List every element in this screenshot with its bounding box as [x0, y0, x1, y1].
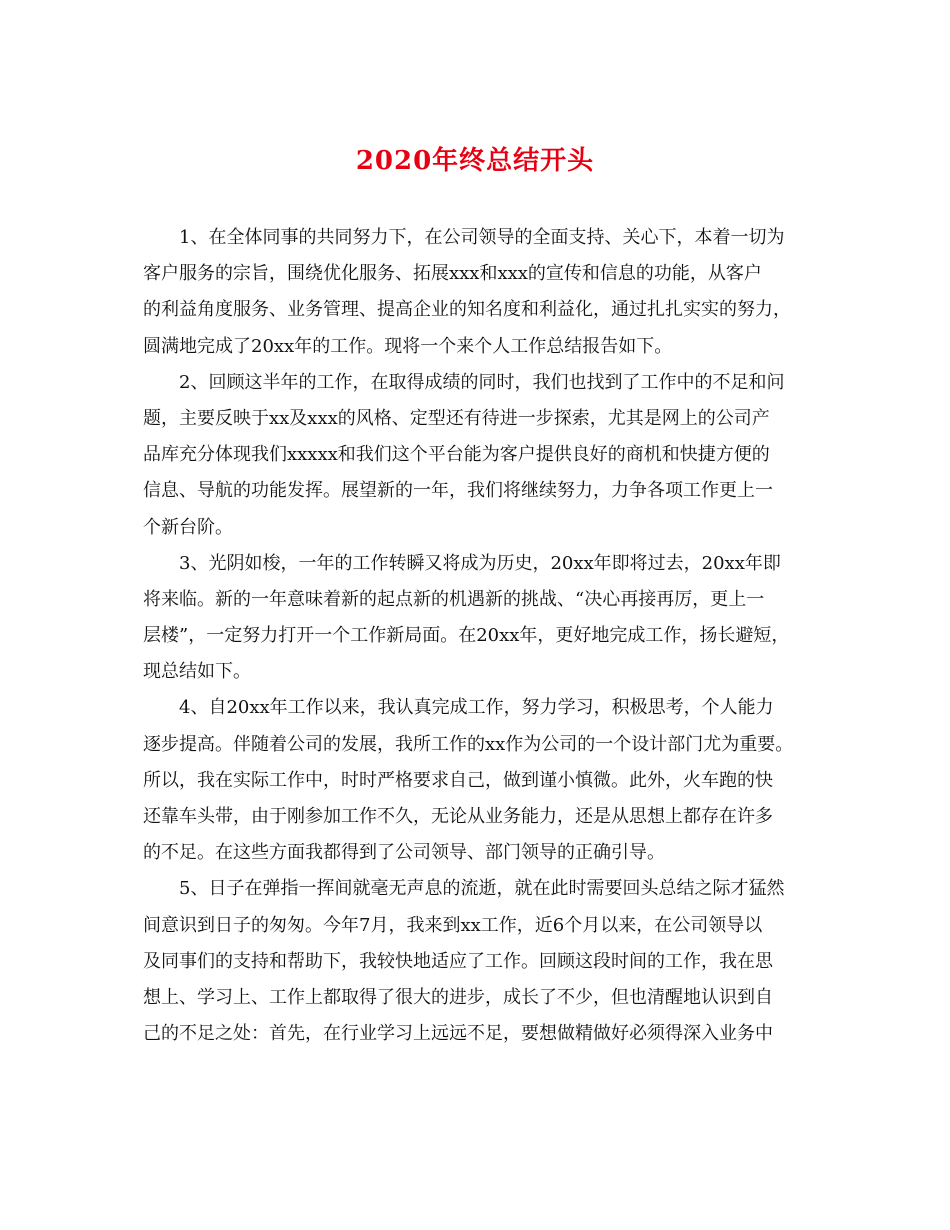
paragraph-5	[143, 871, 815, 1052]
paragraph-line: 及同事们的支持和帮助下，我较快地适应了工作。回顾这段时间的工作，我在思	[143, 950, 773, 972]
paragraph-line: 逐步提高。伴随着公司的发展，我所工作的xx作为公司的一个设计部门尤为重要。	[143, 733, 794, 755]
paragraph-line: 的不足。在这些方面我都得到了公司领导、部门领导的正确引导。	[143, 842, 665, 864]
paragraph-1	[143, 220, 815, 365]
paragraph-3	[143, 546, 815, 691]
paragraph-line: 个新台阶。	[143, 516, 233, 538]
paragraph-line: 想上、学习上、工作上都取得了很大的进步，成长了不少，但也清醒地认识到自	[143, 986, 773, 1008]
paragraph-line: 信息、导航的功能发挥。展望新的一年，我们将继续努力，力争各项工作更上一	[143, 480, 773, 502]
paragraph-2	[143, 365, 815, 546]
paragraph-line: 2、回顾这半年的工作，在取得成绩的同时，我们也找到了工作中的不足和问	[179, 371, 785, 393]
paragraph-line: 客户服务的宗旨，围绕优化服务、拓展xxx和xxx的宣传和信息的功能，从客户	[143, 263, 762, 285]
paragraph-line: 所以，我在实际工作中，时时严格要求自己，做到谨小慎微。此外，火车跑的快	[143, 769, 773, 791]
paragraph-line: 1、在全体同事的共同努力下，在公司领导的全面支持、关心下，本着一切为	[179, 227, 785, 248]
paragraph-line: 层楼”，一定努力打开一个工作新局面。在20xx年，更好地完成工作，扬长避短，	[143, 625, 790, 647]
paragraph-line: 间意识到日子的匆匆。今年7月，我来到xx工作，近6个月以来，在公司领导以	[143, 914, 763, 936]
paragraph-line: 3、光阴如梭，一年的工作转瞬又将成为历史，20xx年即将过去，20xx年即	[179, 552, 781, 574]
paragraph-line: 己的不足之处：首先，在行业学习上远远不足，要想做精做好必须得深入业务中	[143, 1023, 773, 1045]
paragraph-line: 现总结如下。	[143, 661, 251, 683]
document-body	[143, 220, 815, 1052]
paragraph-line: 还靠车头带，由于刚参加工作不久，无论从业务能力，还是从思想上都存在许多	[143, 806, 773, 827]
paragraph-4	[143, 690, 815, 871]
paragraph-line: 将来临。新的一年意味着新的起点新的机遇新的挑战、“决心再接再厉，更上一	[143, 588, 765, 610]
paragraph-line: 5、日子在弹指一挥间就毫无声息的流逝，就在此时需要回头总结之际才猛然	[179, 878, 785, 900]
paragraph-line: 的利益角度服务、业务管理、提高企业的知名度和利益化，通过扎扎实实的努力，	[143, 299, 791, 321]
paragraph-line: 4、自20xx年工作以来，我认真完成工作，努力学习，积极思考，个人能力	[179, 697, 774, 719]
paragraph-line: 圆满地完成了20xx年的工作。现将一个来个人工作总结报告如下。	[143, 335, 673, 357]
paragraph-line: 题，主要反映于xx及xxx的风格、定型还有待进一步探索，尤其是网上的公司产	[143, 407, 770, 429]
document-title: 2020年终总结开头	[355, 146, 595, 176]
paragraph-line: 品库充分体现我们xxxxx和我们这个平台能为客户提供良好的商机和快捷方便的	[143, 444, 770, 466]
